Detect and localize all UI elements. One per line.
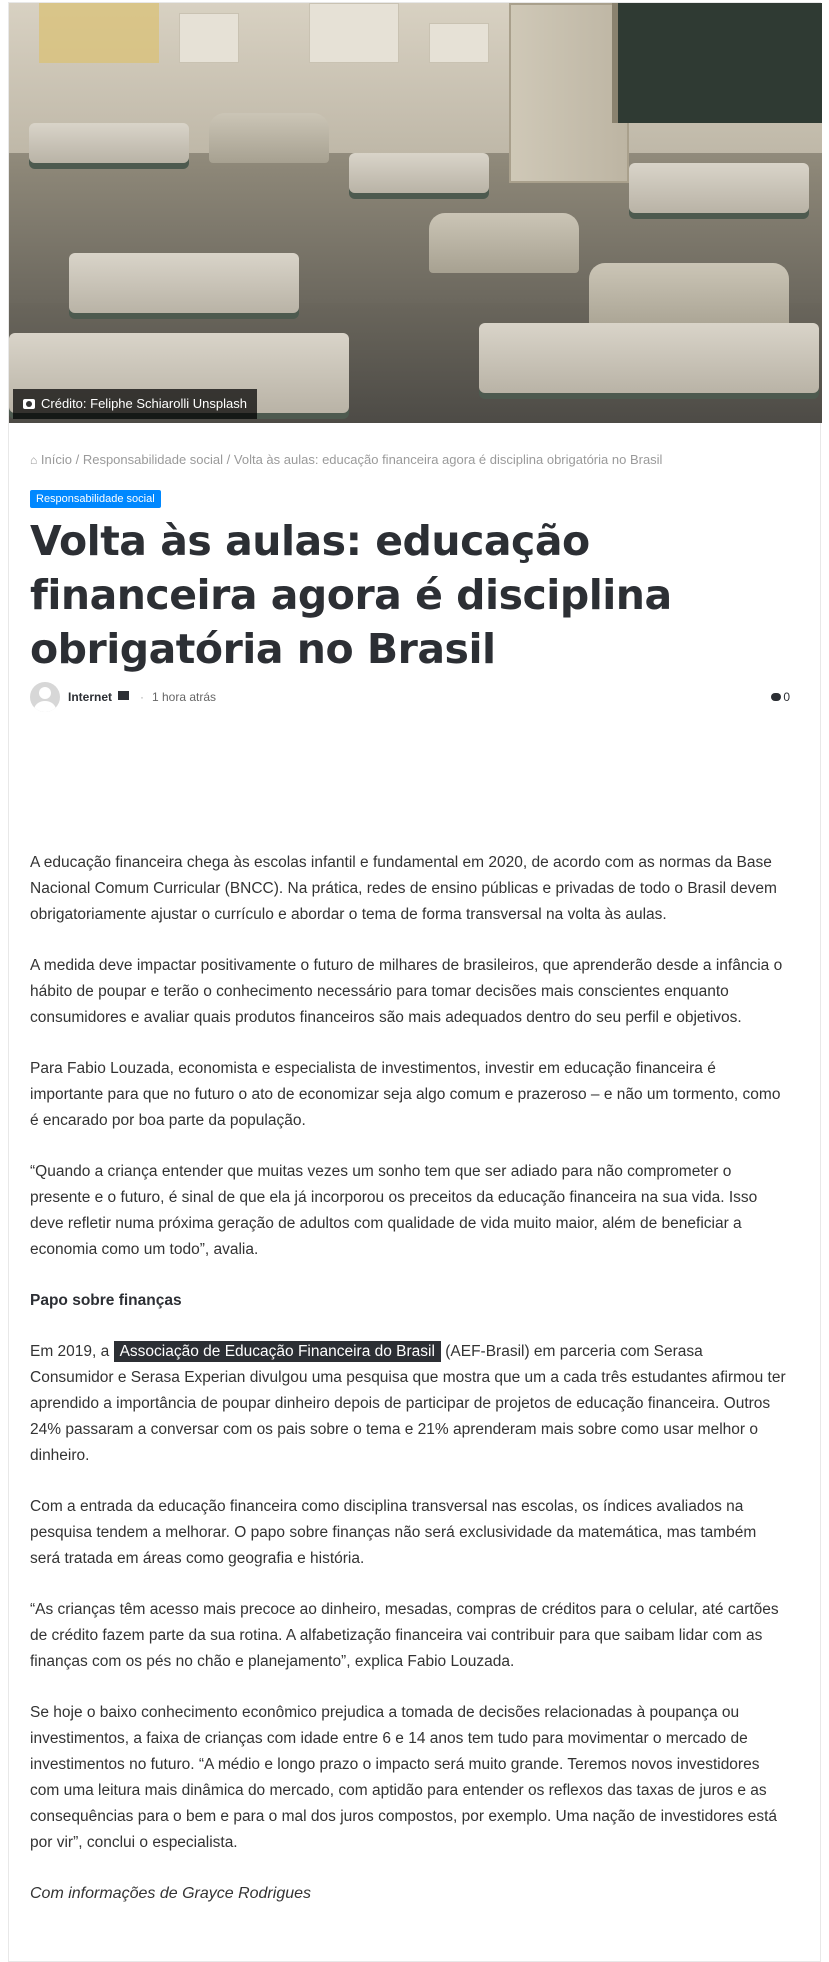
hero-notes	[39, 3, 159, 63]
paragraph: A educação financeira chega às escolas infantil e fundamental em 2020, de acordo com as normas da Base Nacional Comum Curricular (BNCC). Na prática, redes de ensino públicas e privadas de todo o Brasil devem obrigatoriamente ajustar o currículo e abordar o tema de forma transversal na volta às aulas.	[30, 854, 777, 923]
paragraph: A medida deve impactar positivamente o futuro de milhares de brasileiros, que aprenderão desde a infância o hábito de poupar e terão o conhecimento necessário para tomar decisões mais conscientes enquanto consumidores e avaliar quais produtos financeiros são mais adequados dentro do seu perfil e objetivos.	[30, 957, 783, 1026]
image-caption	[13, 389, 257, 419]
hero-desk	[629, 163, 809, 213]
home-icon: ⌂	[30, 453, 38, 467]
meta-separator: ·	[140, 690, 144, 704]
hero-chair	[209, 113, 329, 163]
image-caption-text: Crédito: Feliphe Schiarolli Unsplash	[41, 396, 247, 411]
hero-chair	[429, 213, 579, 273]
post-title: Volta às aulas: educação financeira agora é disciplina obrigatória no Brasil	[30, 517, 672, 673]
mail-icon[interactable]	[118, 691, 129, 700]
breadcrumb-category[interactable]: Responsabilidade social	[82, 452, 224, 467]
author-avatar[interactable]	[30, 682, 60, 712]
paragraph: Com a entrada da educação financeira como disciplina transversal nas escolas, os índices avaliados na pesquisa tendem a melhorar. O papo sobre finanças não será exclusividade da matemática, mas também será tratada em áreas como geografia e história.	[30, 1498, 757, 1567]
breadcrumb-separator: /	[75, 452, 80, 467]
article-credit: Com informações de Grayce Rodrigues	[30, 1885, 312, 1902]
paragraph-text: Em 2019, a	[30, 1343, 114, 1360]
author-name[interactable]: Internet	[68, 690, 113, 704]
hero-desk	[479, 323, 819, 393]
post-time: 1 hora atrás	[152, 690, 217, 704]
hero-board	[612, 3, 822, 123]
hero-desk	[29, 123, 189, 163]
breadcrumb-separator: /	[226, 452, 231, 467]
comments-link[interactable]	[771, 690, 790, 704]
hero-paper	[179, 13, 239, 63]
featured-image[interactable]	[9, 3, 822, 423]
breadcrumb-home[interactable]: Início	[40, 452, 72, 467]
category-badge[interactable]: Responsabilidade social	[30, 490, 161, 508]
hero-door	[509, 3, 629, 183]
article-body	[30, 850, 790, 1932]
comment-icon	[771, 693, 781, 701]
hero-desk	[69, 253, 299, 313]
comment-count: 0	[783, 690, 790, 704]
paragraph: Para Fabio Louzada, economista e especialista de investimentos, investir em educação financeira é importante para que no futuro o ato de economizar seja algo comum e prazeroso – e não um tormento, como é encarado por boa parte da população.	[30, 1060, 781, 1129]
hero-desk	[349, 153, 489, 193]
paragraph: “Quando a criança entender que muitas vezes um sonho tem que ser adiado para não comprometer o presente e o futuro, é sinal de que ela já incorporou os preceitos da educação financeira na sua vida. Isso deve refletir numa próxima geração de adultos com qualidade de vida muito maior, além de beneficiar a economia como um todo”, avalia.	[30, 1163, 758, 1258]
hero-paper	[309, 3, 399, 63]
section-heading: Papo sobre finanças	[30, 1292, 182, 1309]
paragraph	[30, 1339, 790, 1469]
breadcrumb-current: Volta às aulas: educação financeira agora é disciplina obrigatória no Brasil	[233, 452, 663, 467]
hero-paper	[429, 23, 489, 63]
paragraph: Se hoje o baixo conhecimento econômico prejudica a tomada de decisões relacionadas à poupança ou investimentos, a faixa de crianças com idade entre 6 e 14 anos tem tudo para movimentar o mercado de investimentos no futuro. “A médio e longo prazo o impacto será muito grande. Teremos novos investidores com uma leitura mais dinâmica do mercado, com aptidão para entender os reflexos das taxas de juros e as consequências para o bem e para o mal dos juros compostos, por exemplo. Uma nação de investidores está por vir”, conclui o especialista.	[30, 1704, 777, 1851]
paragraph-text: (AEF-Brasil) em parceria com Serasa Consumidor e Serasa Experian divulgou uma pesquisa que mostra que um a cada três estudantes afirmou ter aprendido a importância de poupar dinheiro depois de participar de projetos de educação financeira. Outros 24% passaram a conversar com os pais sobre o tema e 21% aprenderam mais sobre como usar melhor o dinheiro.	[30, 1343, 786, 1464]
aef-brasil-link[interactable]: Associação de Educação Financeira do Brasil	[114, 1341, 441, 1362]
paragraph: “As crianças têm acesso mais precoce ao dinheiro, mesadas, compras de créditos para o celular, até cartões de crédito fazem parte da sua rotina. A alfabetização financeira vai contribuir para que saibam lidar com as finanças com os pés no chão e planejamento”, explica Fabio Louzada.	[30, 1601, 779, 1670]
breadcrumb	[30, 452, 662, 467]
camera-icon	[23, 399, 35, 409]
post-meta	[30, 682, 790, 714]
